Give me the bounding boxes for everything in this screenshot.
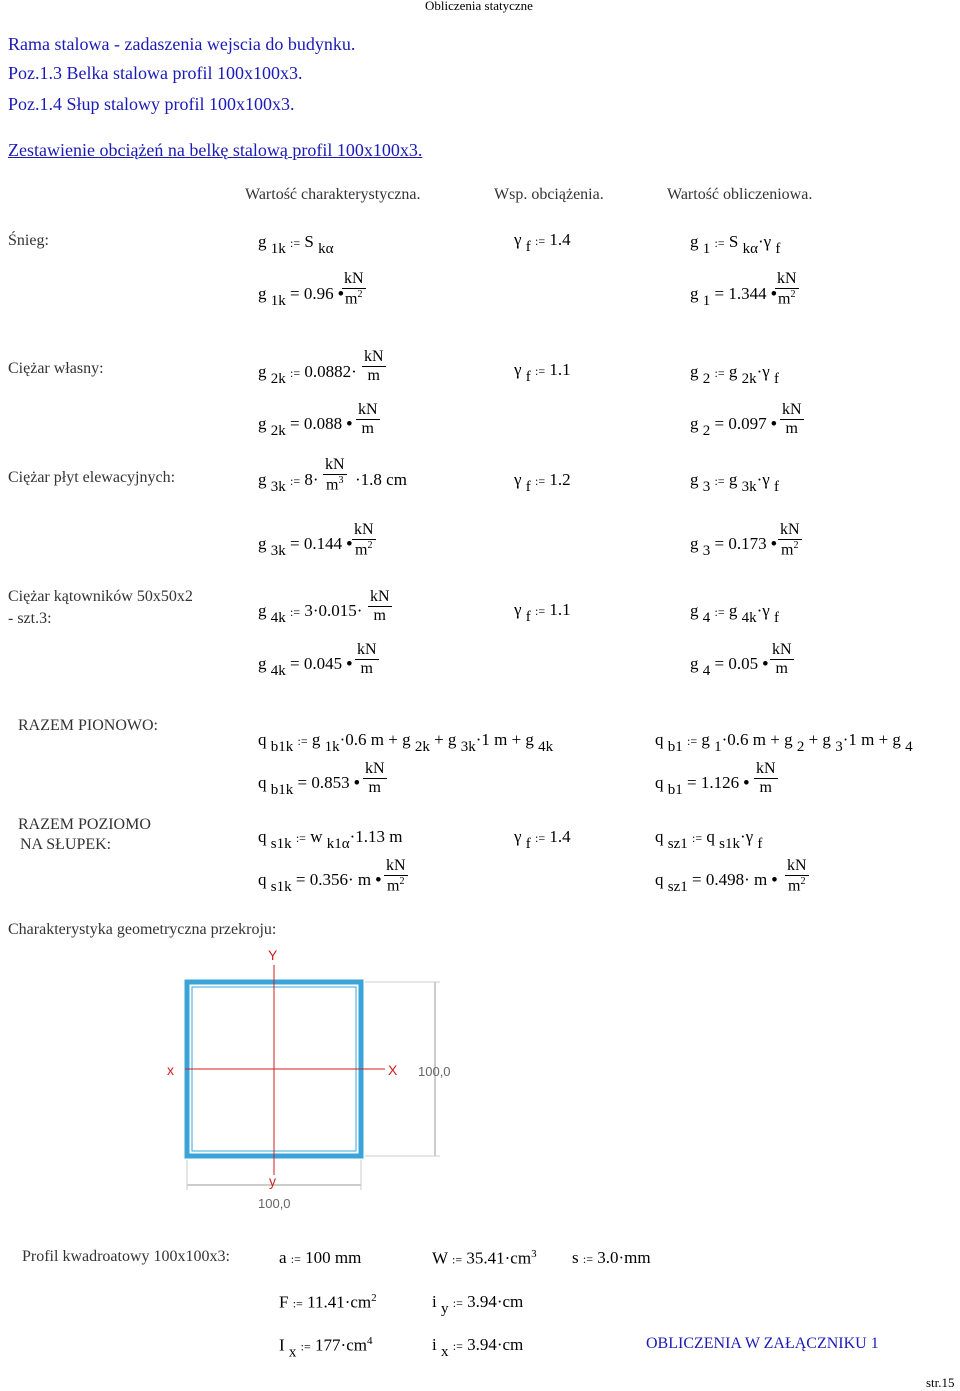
profile-W: W := $35.41\cdot cm^3$ <box>432 1248 537 1268</box>
unit-frac-qsz1: kN $m^2$ <box>787 857 807 895</box>
col-header-obl: Wartość obliczeniowa. <box>667 186 813 203</box>
formula-g4k-def: g 4k := 3·0.015· <box>258 601 363 626</box>
col-header-wsp: Wsp. obciążenia. <box>494 186 604 203</box>
cross-section-drawing <box>0 945 960 1215</box>
axis-label-X: X <box>388 1062 398 1078</box>
profile-label: Profil kwadroatowy 100x100x3: <box>22 1248 230 1265</box>
row-label-razem-pionowo: RAZEM PIONOWO: <box>18 717 158 734</box>
unit-frac-g2: kN m <box>782 401 802 437</box>
formula-g1k-def: g 1k := S kα <box>258 232 334 257</box>
row-label-ciezar-plyt: Ciężar płyt elewacyjnych: <box>8 469 176 486</box>
section-label: Charakterystyka geometryczna przekroju: <box>8 921 277 938</box>
profile-s: s := 3.0·mm <box>572 1248 651 1267</box>
result-qb1k: q b1k = 0.853 • <box>258 773 360 798</box>
axis-label-x: x <box>167 1062 174 1078</box>
formula-g1-def: g 1 := S kα·γ f <box>690 232 781 257</box>
title-poz-1-4: Poz.1.4 Słup stalowy profil 100x100x3. <box>8 94 295 114</box>
profile-a: a := 100 mm <box>279 1248 362 1267</box>
result-g4: g 4 = 0.05 • <box>690 654 769 679</box>
formula-qb1k-def: q b1k := g 1k·0.6 m + g 2k + g 3k·1 m + g 4k <box>258 730 554 755</box>
formula-qs1k-def: q s1k := w k1α·1.13 m <box>258 827 403 852</box>
title-rama: Rama stalowa - zadaszenia wejscia do budynku. <box>8 34 356 54</box>
unit-frac-g1: kN $m^2$ <box>777 270 797 308</box>
result-g2k: g 2k = 0.088 • <box>258 414 353 439</box>
axis-label-Y: Y <box>268 947 278 963</box>
row-label-ciezar-wlasny: Ciężar własny: <box>8 360 104 377</box>
formula-gf-plates: γ f := 1.2 <box>514 470 571 495</box>
result-qs1k: q s1k = 0.356· m • <box>258 870 382 895</box>
formula-g3k-def-2: ·1.8 cm <box>355 470 407 489</box>
dim-label-width: 100,0 <box>258 1196 291 1211</box>
result-qb1: q b1 = 1.126 • <box>655 773 750 798</box>
profile-Ix: I x := $177\cdot cm^4$ <box>279 1335 373 1361</box>
dim-label-height: 100,0 <box>418 1064 451 1079</box>
row-label-katowniki-2: - szt.3: <box>8 610 52 627</box>
profile-iy: i y := 3.94·cm <box>432 1292 524 1317</box>
gf-snow-value: 1.4 <box>549 230 571 249</box>
col-header-char: Wartość charakterystyczna. <box>245 186 421 203</box>
unit-frac-g1k: kN $m^2$ <box>344 270 364 308</box>
unit-frac-g3k: kN $m^2$ <box>354 521 374 559</box>
link-obliczenia-zalacznik[interactable]: OBLICZENIA W ZAŁĄCZNIKU 1 <box>646 1335 879 1352</box>
row-label-razem-poziomo-1: RAZEM POZIOMO <box>18 816 151 833</box>
result-g2: g 2 = 0.097 • <box>690 414 777 439</box>
formula-g3-def: g 3 := g 3k·γ f <box>690 470 780 495</box>
formula-g3k-def: g 3k := 8· <box>258 470 319 495</box>
formula-gf-own: γ f := 1.1 <box>514 360 571 385</box>
formula-g4-def: g 4 := g 4k·γ f <box>690 601 780 626</box>
formula-gf-snow: γ f := 1.4 <box>514 230 571 255</box>
result-g1: g 1 = 1.344 • <box>690 284 777 309</box>
unit-frac-qs1k: kN $m^2$ <box>386 857 406 895</box>
result-qsz1: q sz1 = 0.498· m • <box>655 870 778 895</box>
unit-frac-g3k-def: kN $m^3$ <box>325 456 345 494</box>
row-label-katowniki-1: Ciężar kątowników 50x50x2 <box>8 588 193 605</box>
unit-frac-g4k-def: kN m <box>370 588 390 624</box>
result-g3: g 3 = 0.173 • <box>690 534 777 559</box>
formula-gf-wind: γ f := 1.4 <box>514 827 571 852</box>
title-zestawienie: Zestawienie obciążeń na belkę stalową profil 100x100x3. <box>8 140 423 160</box>
result-g4k: g 4k = 0.045 • <box>258 654 353 679</box>
unit-frac-qb1k: kN m <box>365 760 385 796</box>
unit-frac-g2k: kN m <box>358 401 378 437</box>
formula-g2-def: g 2 := g 2k·γ f <box>690 362 780 387</box>
unit-frac-g2k-def: kN m <box>364 348 384 384</box>
row-label-razem-poziomo-2: NA SŁUPEK: <box>20 836 112 853</box>
formula-g2k-def: g 2k := 0.0882· <box>258 362 357 387</box>
formula-gf-angles: γ f := 1.1 <box>514 600 571 625</box>
page-number: str.15 <box>926 1375 955 1390</box>
g1k-value: 0.96 <box>303 284 334 303</box>
unit-frac-g3: kN $m^2$ <box>780 521 800 559</box>
formula-qb1-def: q b1 := g 1·0.6 m + g 2 + g 3·1 m + g 4 <box>655 730 913 755</box>
title-poz-1-3: Poz.1.3 Belka stalowa profil 100x100x3. <box>8 63 303 83</box>
profile-F: F := $11.41\cdot cm^2$ <box>279 1292 377 1312</box>
unit-frac-g4k: kN m <box>357 641 377 677</box>
result-g1k: g 1k = 0.96 • <box>258 284 344 309</box>
profile-ix: i x := 3.94·cm <box>432 1335 524 1360</box>
axis-label-y: y <box>269 1173 276 1189</box>
result-g3k: g 3k = 0.144 • <box>258 534 353 559</box>
unit-frac-g4: kN m <box>772 641 792 677</box>
document-header-title: Obliczenia statyczne <box>425 0 533 13</box>
row-label-snieg: Śnieg: <box>8 232 49 249</box>
g1-value: 1.344 <box>728 284 767 303</box>
unit-frac-qb1: kN m <box>756 760 776 796</box>
formula-qsz1-def: q sz1 := q s1k·γ f <box>655 827 763 852</box>
